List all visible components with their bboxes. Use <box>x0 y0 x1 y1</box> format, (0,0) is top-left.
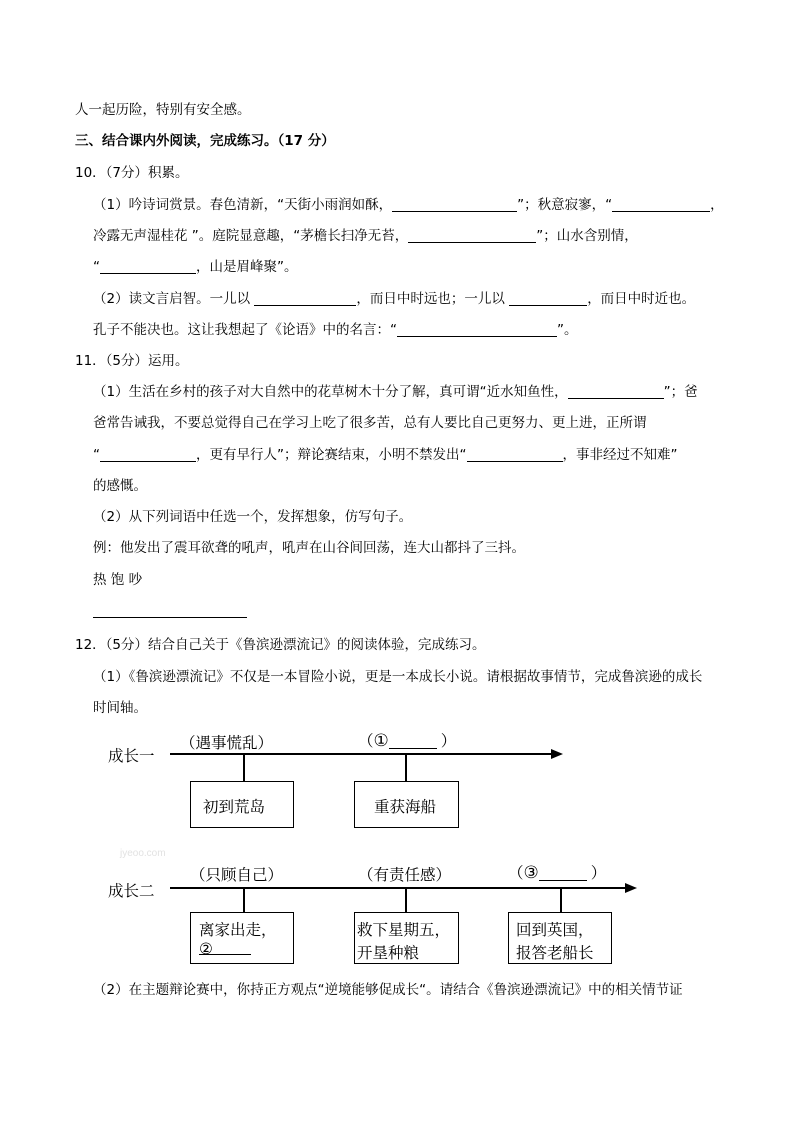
answer-blank[interactable] <box>389 734 437 749</box>
q10-head: 10．（7分）积累。 <box>75 165 189 181</box>
q10-p2-line2-b: ”。 <box>557 322 578 338</box>
timeline2-box2-line2: 开垦种粮 <box>357 944 420 962</box>
q11-p1-a: （1）生活在乡村的孩子对大自然中的花草树木十分了解，真可谓“近水知鱼性， <box>93 384 568 400</box>
q11-p1-line1 <box>93 383 698 401</box>
timeline2-axis <box>170 887 626 889</box>
q10-p1-line3 <box>93 258 298 276</box>
timeline1-arrow <box>551 749 563 759</box>
q11-p1-line3-c: ，事非经过不知难” <box>562 447 678 463</box>
q10-p1-line3-a: “ <box>93 259 100 275</box>
timeline2-stage2: （有责任感） <box>358 866 452 884</box>
answer-blank[interactable] <box>467 447 563 462</box>
q11-p2: （2）从下列词语中任选一个，发挥想象，仿写句子。 <box>93 509 413 525</box>
timeline2-tick-1 <box>243 888 245 912</box>
q11-p1-line3-a: “ <box>93 447 100 463</box>
blank-marker-2: ② <box>199 940 213 958</box>
answer-blank[interactable] <box>100 447 196 462</box>
timeline2-tick-2 <box>405 888 407 912</box>
q12-p2: （2）在主题辩论赛中，你持正方观点“逆境能够促成长“。请结合《鲁滨逊漂流记》中的相关情节证 <box>93 982 683 998</box>
timeline2-box2-line1: 救下星期五， <box>357 921 451 939</box>
q10-p2-c: ，而日中时近也。 <box>587 291 696 307</box>
timeline2-box1-line1: 离家出走， <box>199 921 277 939</box>
timeline2-tick-3 <box>560 888 562 912</box>
stage2-close: ） <box>440 732 457 750</box>
q10-p1-c: ， <box>710 197 724 213</box>
intro-line: 人一起历险，特别有安全感。 <box>75 102 251 118</box>
timeline2-stage1: （只顾自己） <box>190 866 284 884</box>
watermark: jyeoo.com <box>120 848 166 859</box>
answer-blank[interactable] <box>397 322 557 337</box>
timeline2-box-1 <box>190 912 294 964</box>
answer-blank[interactable] <box>408 228 536 243</box>
timeline1-box-1 <box>190 781 294 828</box>
timeline2-arrow <box>625 883 637 893</box>
q12-p1-line2: 时间轴。 <box>93 700 147 716</box>
timeline2-box-2 <box>354 912 459 964</box>
timeline1-tick-2 <box>405 754 407 781</box>
blank-marker-1: ① <box>373 731 389 751</box>
timeline1-box1-text: 初到荒岛 <box>203 798 266 816</box>
q10-p2-b: ，而日中时远也；一儿以 <box>356 291 510 307</box>
timeline2-stage3 <box>508 861 606 883</box>
stage2-open: （ <box>358 732 374 750</box>
answer-blank[interactable] <box>539 866 587 881</box>
answer-blank[interactable] <box>392 197 517 212</box>
q11-head: 11．（5分）运用。 <box>75 353 189 369</box>
timeline1-stage1: （遇事慌乱） <box>180 734 274 752</box>
q12-head: 12．（5分）结合自己关于《鲁滨逊漂流记》的阅读体验，完成练习。 <box>75 637 486 653</box>
timeline1-box-2 <box>354 781 459 828</box>
q10-p1-b: ”；秋意寂寥，“ <box>517 197 613 213</box>
answer-blank[interactable] <box>568 384 664 399</box>
timeline1-label: 成长一 <box>108 747 155 765</box>
timeline1-tick-1 <box>243 754 245 781</box>
answer-blank[interactable] <box>100 259 196 274</box>
q11-words: 热 饱 吵 <box>93 572 143 588</box>
q11-example: 例：他发出了震耳欲聋的吼声，吼声在山谷间回荡，连大山都抖了三抖。 <box>93 540 525 556</box>
q10-p2-a: （2）读文言启智。一儿以 <box>93 291 255 307</box>
timeline1-stage2 <box>358 729 456 751</box>
q10-p2-line2-a: 孔子不能决也。这让我想起了《论语》中的名言：“ <box>93 322 397 338</box>
timeline1-axis <box>170 753 552 755</box>
q10-p1-line3-b: ，山是眉峰聚”。 <box>196 259 298 275</box>
answer-blank[interactable] <box>199 940 251 955</box>
section3-title: 三、结合课内外阅读，完成练习。（17 分） <box>75 133 335 149</box>
q12-p1-line1: （1）《鲁滨逊漂流记》不仅是一本冒险小说，更是一本成长小说。请根据故事情节，完成鲁滨逊的成长 <box>93 669 703 685</box>
stage3-close: ） <box>590 864 607 882</box>
answer-blank[interactable] <box>254 291 356 306</box>
q11-p1-line4: 的感慨。 <box>93 478 147 494</box>
q11-answer-line[interactable] <box>93 617 247 618</box>
q10-p2-line2 <box>93 321 578 339</box>
q11-p1-line3 <box>93 446 678 464</box>
timeline2-box3-line2: 报答老船长 <box>516 944 594 962</box>
q10-p2-line1 <box>93 290 695 308</box>
q10-p1-line2-b: ”；山水含别情， <box>536 228 638 244</box>
timeline2-label: 成长二 <box>108 882 155 900</box>
answer-blank[interactable] <box>509 291 587 306</box>
q10-p1-a: （1）吟诗词赏景。春色清新，“天街小雨润如酥， <box>93 197 393 213</box>
stage3-open: （ <box>508 864 524 882</box>
q10-p1-line2 <box>93 227 638 245</box>
answer-blank[interactable] <box>612 197 710 212</box>
q11-p1-line2: 爸常告诫我，不要总觉得自己在学习上吃了很多苦，总有人要比自己更努力、更上进，正所谓 <box>93 415 647 431</box>
q10-p1-line2-a: 冷露无声湿桂花 ”。庭院显意趣，“茅檐长扫净无苔， <box>93 228 409 244</box>
blank-marker-3: ③ <box>523 863 539 883</box>
timeline1-box2-text: 重获海船 <box>374 798 437 816</box>
timeline2-box-3 <box>508 912 612 964</box>
timeline2-box3-line1: 回到英国， <box>516 921 594 939</box>
q11-p1-b: ”；爸 <box>663 384 698 400</box>
q10-p1-line1 <box>93 196 724 214</box>
q11-p1-line3-b: ，更有早行人”；辩论赛结束，小明不禁发出“ <box>196 447 467 463</box>
